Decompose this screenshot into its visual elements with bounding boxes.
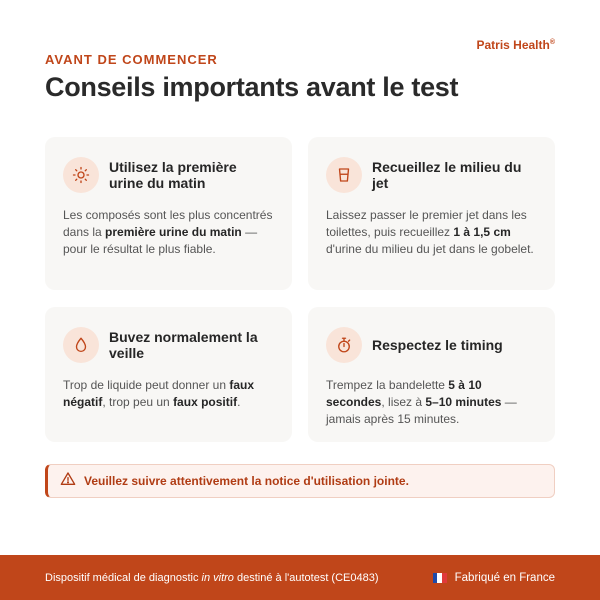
card-body: Les composés sont les plus concentrés dans la première urine du matin — pour le résultat le plus fiable. bbox=[63, 208, 273, 256]
page-title: Conseils importants avant le test bbox=[45, 72, 459, 102]
stopwatch-icon bbox=[326, 327, 362, 363]
tip-card-midstream bbox=[308, 137, 555, 290]
sun-icon bbox=[63, 157, 99, 193]
card-title: Buvez normalement la veille bbox=[109, 329, 258, 361]
warning-text: Veuillez suivre attentivement la notice d'utilisation jointe. bbox=[84, 474, 409, 488]
brand-logo: Patris Health® bbox=[476, 38, 555, 52]
card-title: Utilisez la première urine du matin bbox=[109, 159, 237, 191]
card-body: Trempez la bandelette 5 à 10 secondes, lisez à 5–10 minutes — jamais après 15 minutes. bbox=[326, 378, 517, 426]
footer-bar bbox=[0, 555, 600, 600]
tip-card-morning-urine bbox=[45, 137, 292, 290]
tip-card-hydration bbox=[45, 307, 292, 442]
made-in-label: Fabriqué en France bbox=[454, 571, 555, 584]
france-flag-icon bbox=[433, 573, 447, 583]
card-title: Recueillez le milieu du jet bbox=[372, 159, 522, 191]
eyebrow-label: AVANT DE COMMENCER bbox=[45, 52, 218, 67]
card-body: Laissez passer le premier jet dans les toilettes, puis recueillez 1 à 1,5 cm d'urine du milieu du jet dans le gobelet. bbox=[326, 208, 534, 256]
droplet-icon bbox=[63, 327, 99, 363]
card-title: Respectez le timing bbox=[372, 337, 503, 353]
tip-card-timing bbox=[308, 307, 555, 442]
made-in-france bbox=[433, 572, 555, 584]
card-body: Trop de liquide peut donner un faux négatif, trop peu un faux positif. bbox=[63, 378, 255, 409]
cup-icon bbox=[326, 157, 362, 193]
warning-banner bbox=[45, 464, 555, 498]
regulatory-notice: Dispositif médical de diagnostic in vitro destiné à l'autotest (CE0483) bbox=[45, 571, 379, 584]
warning-triangle-icon bbox=[60, 471, 76, 492]
